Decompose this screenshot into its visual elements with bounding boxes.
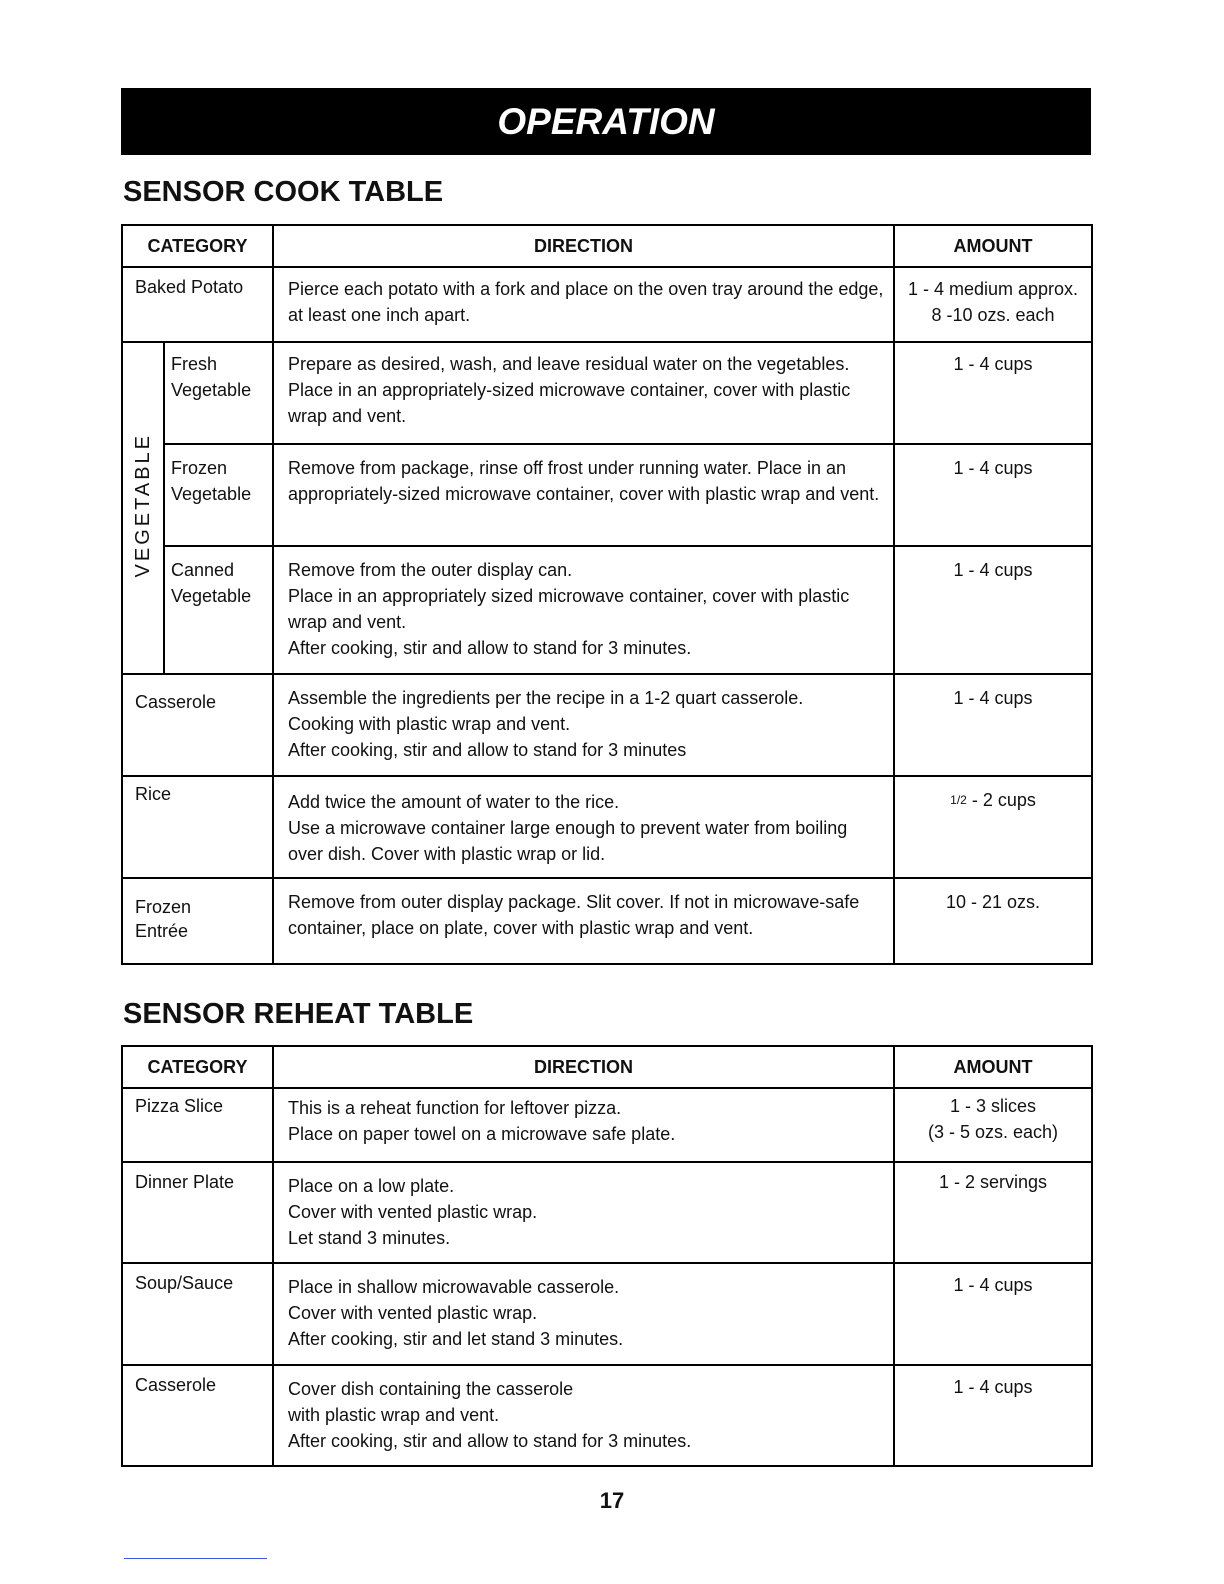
table-row (122, 1365, 1092, 1466)
category-line: Vegetable (171, 380, 252, 400)
row-category: Soup/Sauce (122, 1263, 273, 1365)
row-direction (273, 878, 894, 964)
row-direction (273, 342, 894, 444)
amount-line: 1 - 4 cups (953, 1275, 1033, 1295)
direction-line: After cooking, stir and allow to stand for 3 minutes. (288, 1431, 692, 1451)
row-direction (273, 1365, 894, 1466)
direction-line: Let stand 3 minutes. (288, 1228, 451, 1248)
amount-line: 8 -10 ozs. each (931, 305, 1055, 325)
row-amount (894, 267, 1092, 342)
header-category: CATEGORY (122, 1046, 273, 1088)
category-line: Canned (171, 560, 235, 580)
direction-line: Add twice the amount of water to the rice. (288, 792, 620, 812)
amount-line: 1 - 4 medium approx. (907, 279, 1079, 299)
header-amount: AMOUNT (894, 225, 1092, 267)
amount-line: 1 - 4 cups (953, 1377, 1033, 1397)
row-category: Pizza Slice (122, 1088, 273, 1162)
category-line: Frozen (171, 458, 228, 478)
direction-line: After cooking, stir and allow to stand for 3 minutes (288, 740, 687, 760)
table-row (122, 342, 1092, 444)
footer-divider (124, 1558, 267, 1559)
direction-line: After cooking, stir and let stand 3 minutes. (288, 1329, 624, 1349)
row-direction (273, 1088, 894, 1162)
amount-fraction: 1/2 (950, 793, 967, 807)
direction-line: After cooking, stir and allow to stand for 3 minutes. (288, 638, 692, 658)
header-category: CATEGORY (122, 225, 273, 267)
direction-line: Cooking with plastic wrap and vent. (288, 714, 571, 734)
row-category (164, 546, 273, 674)
row-category: Casserole (122, 1365, 273, 1466)
table-row (122, 776, 1092, 878)
header-direction: DIRECTION (273, 225, 894, 267)
row-amount (894, 776, 1092, 878)
category-line: Fresh (171, 354, 218, 374)
direction-line: Place in an appropriately sized microwave container, cover with plastic wrap and vent. (288, 586, 850, 632)
row-amount (894, 1263, 1092, 1365)
row-direction (273, 674, 894, 776)
row-amount (894, 342, 1092, 444)
row-category: Dinner Plate (122, 1162, 273, 1263)
row-category (122, 878, 273, 964)
category-line: Frozen (135, 897, 192, 917)
direction-line: Place on paper towel on a microwave safe plate. (288, 1124, 676, 1144)
amount-line: 1 - 2 servings (938, 1172, 1048, 1192)
table-row (122, 267, 1092, 342)
group-label-text: VEGETABLE (131, 433, 154, 578)
table-row (122, 1162, 1092, 1263)
row-amount (894, 1365, 1092, 1466)
table-row (122, 878, 1092, 964)
vegetable-group-label (122, 342, 164, 674)
direction-line: Remove from outer display package. Slit cover. If not in microwave-safe container, place on plate, cover with plastic wrap and vent. (288, 892, 860, 938)
section-banner (121, 88, 1091, 155)
category-line: Entrée (135, 921, 189, 941)
amount-line: 1 - 3 slices (949, 1096, 1037, 1116)
banner-title: OPERATION (497, 100, 715, 142)
category-line: Vegetable (171, 484, 252, 504)
row-category (164, 444, 273, 546)
header-direction: DIRECTION (273, 1046, 894, 1088)
direction-line: Cover with vented plastic wrap. (288, 1202, 538, 1222)
row-direction (273, 267, 894, 342)
amount-line: 1 - 4 cups (953, 458, 1033, 478)
direction-line: Cover dish containing the casserole (288, 1379, 574, 1399)
direction-line: Assemble the ingredients per the recipe in a 1-2 quart casserole. (288, 688, 804, 708)
sensor-cook-title: SENSOR COOK TABLE (123, 176, 444, 208)
amount-line: (3 - 5 ozs. each) (927, 1122, 1059, 1142)
direction-line: Prepare as desired, wash, and leave residual water on the vegetables. Place in an appropriately-sized microwave container, cover with plastic wrap and vent. (288, 354, 851, 426)
page-number: 17 (599, 1488, 625, 1513)
table-header-row (122, 225, 1092, 267)
table-row (122, 674, 1092, 776)
header-amount: AMOUNT (894, 1046, 1092, 1088)
direction-line: Pierce each potato with a fork and place on the oven tray around the edge, at least one inch apart. (288, 279, 884, 325)
direction-line: with plastic wrap and vent. (288, 1405, 500, 1425)
table-row (122, 1088, 1092, 1162)
category-line: Vegetable (171, 586, 252, 606)
row-category: Casserole (122, 674, 273, 776)
table-header-row (122, 1046, 1092, 1088)
row-amount (894, 674, 1092, 776)
row-category: Rice (122, 776, 273, 878)
direction-line: Remove from the outer display can. (288, 560, 573, 580)
row-amount (894, 546, 1092, 674)
row-amount (894, 1088, 1092, 1162)
table-row (122, 1263, 1092, 1365)
row-category: Baked Potato (122, 267, 273, 342)
sensor-cook-table (121, 224, 1093, 965)
amount-line: 1 - 4 cups (953, 354, 1033, 374)
row-direction (273, 546, 894, 674)
amount-line: 10 - 21 ozs. (945, 892, 1041, 912)
row-direction (273, 1162, 894, 1263)
row-amount (894, 878, 1092, 964)
amount-line: - 2 cups (966, 790, 1036, 810)
row-amount (894, 444, 1092, 546)
direction-line: Place on a low plate. (288, 1176, 455, 1196)
row-direction (273, 444, 894, 546)
direction-line: Remove from package, rinse off frost under running water. Place in an appropriately-sized microwave container, cover with plastic wrap and vent. (288, 458, 880, 504)
amount-line: 1 - 4 cups (953, 560, 1033, 580)
table-row (122, 546, 1092, 674)
direction-line: Use a microwave container large enough to prevent water from boiling over dish. Cover with plastic wrap or lid. (288, 818, 848, 864)
sensor-reheat-table (121, 1045, 1093, 1467)
direction-line: This is a reheat function for leftover pizza. (288, 1098, 622, 1118)
direction-line: Cover with vented plastic wrap. (288, 1303, 538, 1323)
row-category (164, 342, 273, 444)
table-row (122, 444, 1092, 546)
row-amount (894, 1162, 1092, 1263)
direction-line: Place in shallow microwavable casserole. (288, 1277, 620, 1297)
row-direction (273, 776, 894, 878)
amount-line: 1 - 4 cups (953, 688, 1033, 708)
sensor-reheat-title: SENSOR REHEAT TABLE (123, 998, 474, 1030)
row-direction (273, 1263, 894, 1365)
